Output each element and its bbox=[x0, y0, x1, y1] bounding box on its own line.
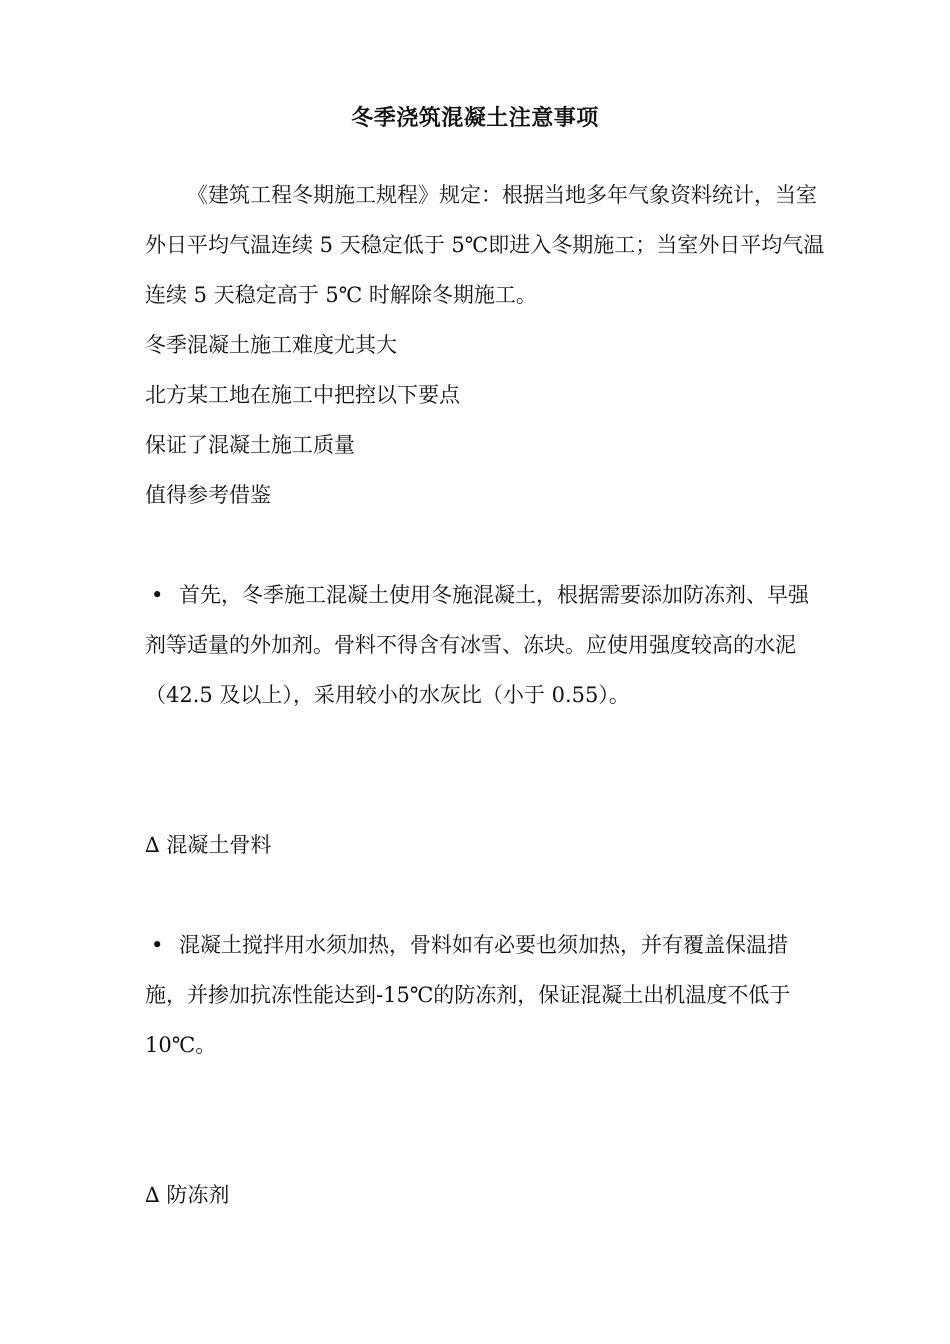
text-line: 北方某工地在施工中把控以下要点 bbox=[145, 383, 460, 407]
spacer bbox=[145, 720, 825, 820]
spacer bbox=[145, 520, 825, 570]
text-line: 冬季混凝土施工难度尤其大 bbox=[145, 333, 397, 357]
spacer bbox=[145, 1070, 825, 1170]
text-line: 值得参考借鉴 bbox=[145, 483, 271, 507]
bullet-text: 首先，冬季施工混凝土使用冬施混凝土，根据需要添加防冻剂、早强剂等适量的外加剂。骨料不得含有冰雪、冻块。应使用强度较高的水泥（42.5 及以上），采用较小的水灰比（小于 0.55）。 bbox=[145, 583, 809, 707]
spacer bbox=[145, 870, 825, 920]
bullet-paragraph-2 bbox=[145, 920, 825, 1070]
document-title: 冬季浇筑混凝土注意事项 bbox=[351, 105, 599, 131]
bullet-text: 混凝土搅拌用水须加热，骨料如有必要也须加热，并有覆盖保温措施，并掺加抗冻性能达到-15℃的防冻剂，保证混凝土出机温度不低于 10℃。 bbox=[145, 933, 791, 1057]
section-heading-antifreeze: ∆ 防冻剂 bbox=[145, 1183, 230, 1207]
section-heading-aggregate: ∆ 混凝土骨料 bbox=[145, 833, 272, 857]
intro-paragraph: 《建筑工程冬期施工规程》规定：根据当地多年气象资料统计，当室外日平均气温连续 5 天稳定低于 5℃即进入冬期施工；当室外日平均气温连续 5 天稳定高于 5℃ 时解除冬期施工。 bbox=[145, 183, 825, 307]
bullet-icon: • bbox=[151, 583, 164, 607]
document-body bbox=[145, 170, 825, 1220]
text-line: 保证了混凝土施工质量 bbox=[145, 433, 355, 457]
bullet-paragraph-1 bbox=[145, 570, 825, 720]
bullet-icon: • bbox=[151, 933, 164, 957]
